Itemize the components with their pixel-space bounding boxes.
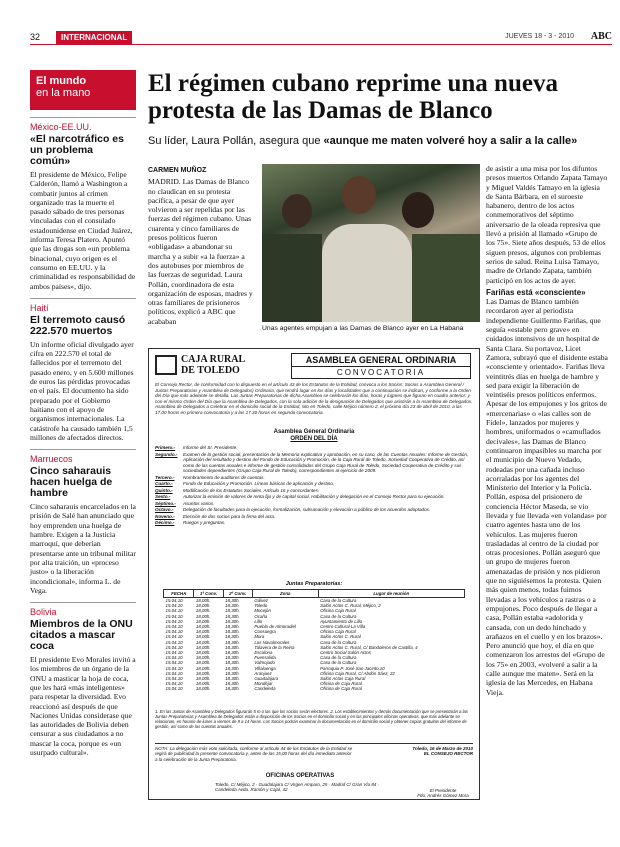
agenda-item <box>155 501 473 507</box>
table-cell: 18,00h. <box>195 613 211 619</box>
offices-title: OFICINAS OPERATIVAS <box>265 773 335 779</box>
brief-kicker: Haití <box>30 298 136 313</box>
table-cell: 18,00h. <box>195 676 211 682</box>
agenda-item-number: Segundo.- <box>155 451 178 457</box>
table-cell: 18,30h. <box>225 655 240 661</box>
table-cell: 15.04.10 <box>165 613 183 619</box>
table-cell: Salón Actos C. Rural <box>320 634 361 640</box>
table-cell: 18,30h. <box>225 639 240 645</box>
mundo-subtitle: en la mano <box>36 87 91 99</box>
agenda-heading <box>155 429 473 443</box>
table-cell: 15.04.10 <box>165 618 183 624</box>
table-cell: Ocaña <box>254 613 268 619</box>
brief-kicker: Marruecos <box>30 449 136 464</box>
table-cell: 15.04.10 <box>165 634 183 640</box>
ad-footer <box>155 743 473 799</box>
table-cell: 18,00h. <box>195 644 211 650</box>
table-cell: 18,30h. <box>225 618 240 624</box>
table-cell: Aranjuez <box>254 670 272 676</box>
agenda-item-text: Fondo de Educación y Promoción. Líneas básicas de aplicación y destino. <box>183 481 335 486</box>
mundo-title: El mundo <box>36 75 87 87</box>
table-cell: 15.04.10 <box>165 660 183 666</box>
table-title: Juntas Preparatorias: <box>285 581 343 587</box>
table-cell: 15.04.10 <box>165 629 183 635</box>
table-header-cell: Lugar de reunión <box>318 590 464 598</box>
deck-quote: «aunque me maten volveré hoy a salir a la calle» <box>323 135 578 147</box>
bank-emblem-icon <box>155 355 177 375</box>
table-cell: 15.04.10 <box>165 603 183 609</box>
agenda-list <box>155 445 473 527</box>
table-cell: Fuensalida <box>254 655 276 661</box>
table-cell: 15.04.10 <box>165 624 183 630</box>
newspaper-logo: ABC <box>590 31 612 42</box>
table-cell: 15.04.10 <box>165 639 183 645</box>
agenda-item <box>155 445 473 451</box>
agenda-item-text: Elección de dos socios para la firma del acta. <box>183 513 276 519</box>
table-cell: Salón Actos Caja Rural <box>320 676 366 682</box>
mundo-box <box>30 70 136 110</box>
ad-title-box <box>291 353 471 379</box>
table-cell: 18,30h. <box>225 613 240 619</box>
table-header-cell: FECHA <box>164 590 194 598</box>
article-deck <box>148 135 608 147</box>
table-cell: 18,00h. <box>195 618 211 624</box>
article-headline: El régimen cubano reprime una nueva protesta de las Damas de Blanco <box>148 70 558 124</box>
table-cell: 18,30h. <box>225 670 240 676</box>
agenda-item <box>155 514 473 520</box>
signature-place: Toledo, 16 de Marzo de 2010 <box>412 746 473 751</box>
agenda-item-text: Ruegos y preguntas. <box>183 520 226 525</box>
photo-figure <box>402 192 434 228</box>
photo-figure-body <box>412 234 480 322</box>
deck-plain: Su líder, Laura Pollán, asegura que <box>148 135 324 147</box>
table-cell: Parroquia P. José San Jacinto,10 <box>320 665 385 671</box>
table-cell: Mocejón <box>254 608 271 614</box>
table-cell: Casa de la Cultura <box>320 639 357 645</box>
agenda-item <box>155 520 473 526</box>
agenda-item-text: Autorizar la emisión de valores de renta fija y de capital social. Habilitación y delegación en el Consejo Rector para su ejecución. <box>183 494 445 499</box>
table-cell: 15.04.10 <box>165 676 183 682</box>
table-cell: Escalona <box>254 650 273 656</box>
table-cell: Casa de la Cultura <box>320 598 357 603</box>
table-cell: 18,30h. <box>225 624 240 630</box>
brief <box>30 117 136 291</box>
table-body <box>164 598 465 692</box>
table-cell: 18,30h. <box>225 644 240 650</box>
table-cell: 15.04.10 <box>165 665 183 671</box>
offices-list: Toledo, C/ Méjico, 2 · Guadalajara C/ Virgen Amparo, 25 · Madrid C/ Gran Vía 84 · Candeleda Avda. Ramón y Cajal, 42 <box>215 782 380 793</box>
agenda-item <box>155 494 473 500</box>
photo-caption: Unas agentes empujan a las Damas de Blanco ayer en La Habana <box>262 325 464 332</box>
brief-kicker: México-EE.UU. <box>30 117 136 132</box>
table-cell: 18,00h. <box>195 598 211 603</box>
table-cell: Ayuntamiento de Lillo <box>320 618 363 624</box>
table-cell: 18,00h. <box>195 639 211 645</box>
table-cell: Oficina Caja Rural, C/ Abdón Sáez, 22 <box>320 670 395 676</box>
table-header-cell: 2ª Conv. <box>223 590 252 598</box>
ad-nota: NOTA: La delegación más voto solicitada, conforme al artículo 44 de los Estatutos de la Entidad se regirá de publicidad la presente convocatoria y, antes de las 15,00 horas del día inmediato anterior a la celebración de la Junta Preparatoria. <box>155 746 353 762</box>
table-cell: 18,30h. <box>225 629 240 635</box>
table-cell: Casa de la Cultura <box>320 613 357 619</box>
table-cell: 15.04.10 <box>165 655 183 661</box>
agenda-item <box>155 488 473 494</box>
table-cell: Lillo <box>254 618 263 624</box>
signature-org: EL CONSEJO RECTOR <box>423 751 473 757</box>
meetings-table <box>163 589 465 692</box>
table-cell: 18,00h. <box>195 629 211 635</box>
agenda-item-text: Asuntos varios. <box>183 500 215 506</box>
table-cell: Toledo <box>254 603 268 609</box>
president-block <box>413 788 473 799</box>
table-cell: Los Navalmorales <box>254 639 290 645</box>
photo-figure-body <box>322 224 412 322</box>
agenda-item-text: Modificación de los Estatutos Sociales. Artículo 16 y concordantes. <box>183 487 320 493</box>
brief-headline: Cinco saharauis hacen huelga de hambre <box>30 465 113 500</box>
agenda-item-number: Décimo.- <box>155 520 175 525</box>
table-cell: 18,00h. <box>195 665 211 671</box>
table-cell: 18,30h. <box>225 665 240 671</box>
ad-subtitle: CONVOCATORIA <box>336 368 426 377</box>
table-cell: 18,30h. <box>225 634 240 640</box>
president-name: Fdo. Andrés Gómez Mora <box>417 793 469 799</box>
table-cell: Casa de la Cultura <box>320 655 357 661</box>
brief-text: Cinco saharauis encarcelados en la prisión de Salé han anunciado que hoy emprenden una huelga de hambre. Exigen a la Justicia marroquí, que deberían presentarse ante un tribunal militar por alta traición, un «proceso justo» o la liberación incondicional», informa L. de Vega. <box>30 502 136 595</box>
table-cell: 15.04.10 <box>165 670 183 676</box>
table-cell: Oficina Caja Rural <box>320 629 356 635</box>
agenda-item-number: Noveno.- <box>155 513 175 519</box>
agenda-item-number: Séptimo.- <box>155 500 176 506</box>
table-cell: 18,30h. <box>225 598 240 603</box>
ad-signature <box>363 746 473 757</box>
table-cell: 18,30h. <box>225 608 240 614</box>
table-cell: 18,30h. <box>225 676 240 682</box>
agenda-item-text: Examen de la gestión social, presentación de la Memoria explicativa y aprobación, en su caso, de las Cuentas Anuales: Informe de Gestión, Aplicación del resultado y destino del Fondo de Educación y Promoción, de la Caja Rural de Toledo, Sociedad Cooperativa de Crédito, así como de las cuentas anuales e informe de gestión consolidados del Grupo Caja Rural de Toledo, Sociedad Cooperativa de Crédito y sus sociedades dependientes (Grupo Caja Rural de Toledo), correspondientes al ejercicio de 2009. <box>183 451 469 473</box>
table-cell: 18,00h. <box>195 670 211 676</box>
agenda-item <box>155 507 473 513</box>
table-cell: Villaluenga <box>254 665 276 671</box>
agenda-item-text: Informe del Sr. Presidente. <box>183 445 238 450</box>
brief-headline: Miembros de la ONU citados a mascar coca <box>30 618 133 653</box>
table-cell: 18,00h. <box>195 634 211 640</box>
table-cell: Gálvez <box>254 598 268 603</box>
agenda-item-number: Quinto.- <box>155 487 173 493</box>
table-cell: Mondéjar <box>254 681 273 687</box>
table-header-cell: 1ª Conv. <box>194 590 223 598</box>
ad-notes: 1. En las Juntas de Asamblea y Delegados figurarán 5 m o las que los socios serán electores. 2. Los establecimientos y demás documentación que se presentarán a las Juntas Preparatorias y Asamblea de Delegados están a disposición de los Socios en el domicilio social y en las principales oficinas operativas, que más adelante se relacionan, en horario de lunes a viernes de 9 a 14 horas. Los Socios podrán examinar la documentación en el domicilio social y obtener copias gratuitas del informe de gestión, así como de las cuentas anuales. <box>155 709 468 729</box>
table-cell: 18,30h. <box>225 660 240 666</box>
agenda-title: Asamblea General Ordinaria <box>273 429 355 435</box>
table-cell: Guadalajara <box>254 676 279 682</box>
table-cell: 15.04.10 <box>165 686 183 692</box>
article-column-1 <box>148 166 254 326</box>
table-cell: Candeleda <box>254 686 276 692</box>
page-header <box>30 31 612 45</box>
photo-figure <box>282 194 312 228</box>
table-cell: 18,00h. <box>195 650 211 656</box>
table-cell: Puebla de Almoradiel <box>254 624 296 630</box>
table-cell: Oficina de Caja Rural <box>320 686 362 692</box>
table-cell: Centro Cultural La Villa <box>320 624 366 630</box>
table-cell: Consuegra <box>254 629 276 635</box>
publication-date: JUEVES 18 - 3 - 2010 <box>505 33 574 40</box>
brief-headline: El terremoto causó 222.570 muertos <box>30 313 126 337</box>
bank-name-line2: DE TOLEDO <box>181 365 240 376</box>
agenda-item-number: Sexto.- <box>155 494 171 499</box>
table-cell: Valmojado <box>254 660 275 666</box>
section-label: INTERNACIONAL <box>56 31 132 44</box>
article-body-right-1: de asistir a una misa por los difuntos presos muertos Orlando Zapata Tamayo y Miguel Valdés Tamayo en la iglesia de Santa Bárbara, en el suroeste habanero, dentro de los actos conmemorativos del séptimo aniversario de la oleada represiva que llevó a prisión al llamado «Grupo de los 75». Siete años después, 53 de ellos siguen presos, algunos con problemas serios de salud. Reina Luisa Tamayo, madre de Orlando Zapata, también participó en los actos de ayer. <box>486 164 608 285</box>
brief-text: El presidente de México, Felipe Calderón, llamó a Washington a combatir juntos al crimen organizado tras la muerte el pasado sábado de tres personas vinculadas con el consulado estadounidense en Ciudad Juárez, informa Teresa Platero. Apuntó que las drogas son «un problema binacional, cuyo origen es el consumo en EE.UU. y la criminalidad es responsabilidad de ambos países», dijo. <box>30 170 136 291</box>
table-cell: 18,30h. <box>225 603 240 609</box>
brief-kicker: Bolivia <box>30 602 136 617</box>
agenda-item-number: Cuarto.- <box>155 481 173 486</box>
brief <box>30 449 136 595</box>
table-cell: Talavera de la Reina <box>254 644 295 650</box>
ad-intro: El Consejo Rector, de conformidad con lo dispuesto en el artículo 43 de los Estatutos de la Entidad, convoca a los Socios: Socios a Asamblea General / Juntas Preparatorias y Asamblea de Delegados) Ordinaria, que tendrá lugar en los días y localidades que a continuación se indican, y conforme a la Orden del Día que más adelante se detalla. Las Juntas Preparatorias de dicha Asamblea se celebrarán los días, horas y lugares que figuran en cuadro anterior; y con el mismo Orden del Día que la Asamblea de Delegados, con la sola adición de la designación de Delegados que asistirán a la Asamblea de Delegados. Asamblea de Delegados a Celebrar en el domicilio social de la Entidad, sito en Toledo, calle Méjico número 2, el próximo día 23 de abril de 2010, a las 17.00 horas en primera convocatoria y a las 17.30 horas en segunda convocatoria. <box>155 382 473 415</box>
agenda-subtitle: ORDEN DEL DÍA <box>290 436 338 442</box>
bank-name-line1: CAJA RURAL <box>181 354 246 365</box>
brief-text: El presidente Evo Morales invitó a los miembros de un órgano de la ONU a masticar la hoja de coca, que les hará «más inteligentes» para respetar la diversidad. Evo reaccionó así después de que Naciones Unidas considerase que las autoridades de Bolivia deben censurar a sus ciudadanos a no mascar la coca, porque es «un usurpado cultural». <box>30 655 136 758</box>
table-cell: 18,30h. <box>225 686 240 692</box>
photo-figure-body <box>262 234 322 322</box>
table-cell: 18,00h. <box>195 681 211 687</box>
table-cell: Oficina de Caja Rural <box>320 681 362 687</box>
brief-text: Un informe oficial divulgado ayer cifra en 222.570 el total de fallecidos por el terremoto del pasado enero, y en 5.600 millones de euros las pérdidas provocadas en el país. El documento ha sido preparado por el Gobierno haitiano con el apoyo de organismos internacionales. La catástrofe ha causado también 1,5 millones de afectados directos. <box>30 339 134 442</box>
bank-logo <box>155 353 275 379</box>
article-column-right <box>486 164 608 697</box>
agenda-item-text: Delegación de facultades para la ejecución, formalización, subsanación y elevación a público de los acuerdos adoptados. <box>183 507 431 512</box>
brief-headline: «El narcotráfico es un problema común» <box>30 133 124 167</box>
agenda-item <box>155 452 473 474</box>
agenda-item-text: Nombramiento de auditores de cuentas. <box>183 474 265 480</box>
ad-title: ASAMBLEA GENERAL ORDINARIA <box>292 354 470 367</box>
table-cell: 15.04.10 <box>165 650 183 656</box>
table-cell: 18,00h. <box>195 655 211 661</box>
article-subhead: Fariñas está «consciente» <box>486 287 586 297</box>
left-column <box>30 70 136 757</box>
byline: CARMEN MUÑOZ <box>148 167 207 174</box>
table-cell: 18,00h. <box>195 660 211 666</box>
president-title: El Presidente <box>429 788 457 793</box>
table-cell: Mora <box>254 634 265 640</box>
table-cell: 18,30h. <box>225 681 240 687</box>
table-header-row <box>164 590 465 598</box>
article-body-1: MADRID. Las Damas de Blanco no claudican en su protesta pacífica, a pesar de que ayer volvieron a ser repelidas por las fuerzas del régimen cubano. Unas cuarenta y cinco familiares de presos políticos fueron «obligadas» a abandonar su marcha y a subir «a la fuerza» a dos autobuses por miembros de las fuerzas de seguridad. Laura Pollán, coordinadora de esta organización de esposas, madres y otras familiares de prisioneros políticos, explicó a ABC que acababan <box>148 177 253 326</box>
page-number: 32 <box>30 32 41 42</box>
table-cell: 18,00h. <box>195 624 211 630</box>
table-cell: 18,00h. <box>195 608 211 614</box>
article-body-right-2: Las Damas de Blanco también recordaron ayer al periodista independiente Guillermo Fariñas, que seguía «estable pero grave» en cuidados intensivos de un hospital de Santa Clara. Su portavoz, Licet Zamora, subrayó que el disidente estaba «consciente y orientado». Fariñas lleva veintitrés días en huelga de hambre y sed para exigir la liberación de veintiséis presos políticos enfermos. Apesar de los empujones y los gritos de «mercenarias» o «las calles son de Fidel», lanzados por mujeres y hombres, uniformados o «camuflados decivales», las Damas de Blanco continuaron impasibles su marcha por el municipio de Nuevo Vedado, rodeadas por una cañada incluso acorraladas por los agentes del Ministerio del Interior y la Policía. Pollán, esposa del prisionero de conciencia Héctor Maseda, se vio llevada y fue llevada «en volandas» por cuatro agentes hasta uno de los vehículos. Las mujeres fueron trasladadas al centro de la ciudad por otras procesiones. Pollán aseguró que un grupo de mujeres fueron amenazadas de prisión y nos pidieron que no siguiésemos la protesta. Quien más quien menos, todas fuimos llevadas a los vehículos a rastras o a empujones. Poco después de llegar a casa, Pollán estaba «adolorida y cansada, con un dedo hinchado y arañazos en el cuello y en los brazos». Pero anunció que hoy, el día en que comenzaron los arrestos del «Grupo de los 75» en 2003, «volveré a salir a la calle aunque me maten». Será en la iglesia de las Mercedes, en Habana Vieja. <box>486 297 608 697</box>
brief <box>30 602 136 757</box>
table-cell: 15.04.10 <box>165 644 183 650</box>
table-header-cell: Zona <box>252 590 318 598</box>
table-cell: 15.04.10 <box>165 608 183 614</box>
table-cell: 18,00h. <box>195 603 211 609</box>
news-photo <box>262 164 480 322</box>
table-cell: 18,00h. <box>195 686 211 692</box>
brief <box>30 298 136 442</box>
photo-figure <box>342 176 376 214</box>
agenda-item <box>155 481 473 487</box>
table-cell: 18,30h. <box>225 650 240 656</box>
assembly-notice-ad <box>148 348 480 800</box>
table-cell: Casa de la Cultura <box>320 660 357 666</box>
table-cell: Centro Social Salón Actos <box>320 650 371 656</box>
table-cell: Oficina Caja Rural <box>320 608 356 614</box>
agenda-item-number: Primero.- <box>155 445 176 450</box>
table-row <box>164 686 465 691</box>
table-cell: 15.04.10 <box>165 681 183 687</box>
agenda-item-number: Octavo.- <box>155 507 174 512</box>
table-cell: Salón Actos C. Rural, C/ Bandoleros de Castilla, 4 <box>320 644 418 650</box>
table-cell: Salón Actos C. Rural, Méjico, 2 <box>320 603 381 609</box>
agenda-item-number: Tercero.- <box>155 474 175 480</box>
table-cell: 15.04.10 <box>165 598 183 603</box>
agenda-item <box>155 475 473 481</box>
